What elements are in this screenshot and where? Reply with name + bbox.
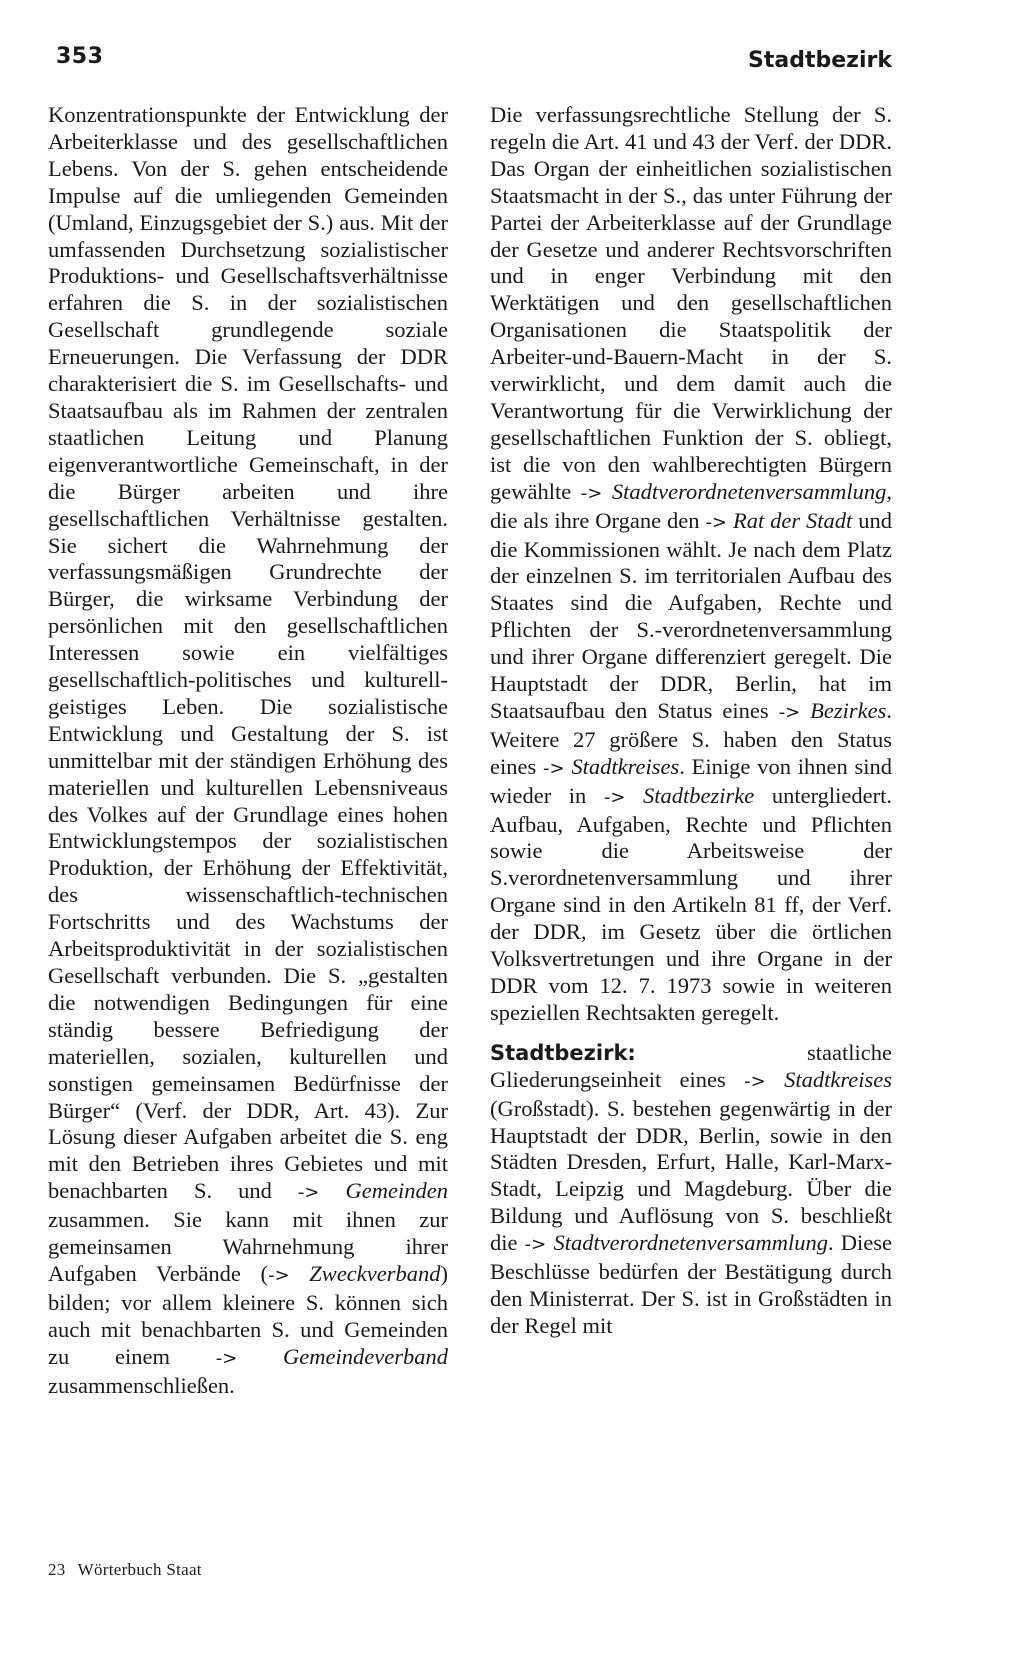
cross-reference-arrow-icon: -> bbox=[543, 757, 565, 779]
body-text: Die verfassungsrechtliche Stellung der S. regeln die Art. 41 und 43 der Verf. der DDR. Das Organ der einheitlichen sozialistischen Staatsmacht in der S., das unter Führung der Partei der Arbeiterklasse auf der Grundlage der Gesetze und anderer Rechtsvorschriften und in enger Verbindung mit den Werktätigen und den gesellschaftlichen Organisationen die Staatspolitik der Arbeiter-und-Bauern-Macht in der S. verwirklicht, und dem damit auch die Verantwortung für die Verwirklichung der gesellschaftlichen Funktion der S. obliegt, ist die von den wahlberechtigten Bürgern gewählte bbox=[490, 102, 892, 504]
cross-reference[interactable]: Stadtkreises bbox=[571, 753, 680, 779]
left-column bbox=[48, 102, 448, 1400]
cross-reference[interactable]: Rat der Stadt bbox=[732, 507, 853, 533]
cross-reference-arrow-icon: -> bbox=[580, 482, 603, 504]
page-footer bbox=[48, 1560, 202, 1580]
cross-reference[interactable]: Stadtverordnetenversammlung bbox=[611, 478, 887, 504]
body-paragraph bbox=[490, 102, 892, 1027]
cross-reference[interactable]: Gemeinden bbox=[345, 1178, 448, 1204]
cross-reference[interactable]: Bezirkes bbox=[810, 697, 887, 723]
body-paragraph bbox=[48, 102, 448, 1400]
running-head: Stadtbezirk bbox=[748, 48, 892, 73]
cross-reference-arrow-icon: -> bbox=[778, 701, 801, 723]
body-text: untergliedert. Aufbau, Aufgaben, Rechte und Pflichten sowie die Arbeitsweise der S.verordnetenversammlung und ihrer Organe sind in den Artikeln 81 ff, der Verf. der DDR, im Gesetz über die örtlichen Volksvertretungen und ihre Organe in der DDR vom 12. 7. 1973 sowie in weiteren speziellen Rechtsakten geregelt. bbox=[490, 782, 893, 1025]
page-number: 353 bbox=[56, 44, 104, 69]
body-text: , die als ihre Organe den bbox=[490, 478, 892, 533]
body-text: und die Kommissionen wählt. Je nach dem Platz der einzelnen S. im territorialen Aufbau des Staates sind die Aufgaben, Rechte und Pflichten der S.-verordnetenversammlung und ihrer Organe differenziert geregelt. Die Hauptstadt der DDR, Berlin, hat im Staatsaufbau den Status eines bbox=[490, 507, 892, 723]
body-text: (Großstadt). S. bestehen gegenwärtig in der Hauptstadt der DDR, Berlin, sowie in den Städten Dresden, Erfurt, Halle, Karl-Marx-Stadt, Leipzig und Magdeburg. Über die Bildung und Auflösung von S. beschließt die bbox=[490, 1095, 892, 1256]
body-text: Konzentrationspunkte der Entwicklung der Arbeiterklasse und des gesellschaftlichen Lebens. Von der S. gehen entscheidende Impulse auf die umliegenden Gemeinden (Umland, Einzugsgebiet der S.) aus. Mit der umfassenden Durchsetzung sozialistischer Produktions- und Gesellschaftsverhältnisse erfahren die S. in der sozialistischen Gesellschaft grundlegende soziale Erneuerungen. Die Verfassung der DDR charakterisiert die S. im Gesellschafts- und Staatsaufbau als im Rahmen der zentralen staatlichen Leitung und Planung eigenverantwortliche Gemeinschaft, in der die Bürger arbeiten und ihre gesellschaftlichen Verhältnisse gestalten. Sie sichert die Wahrnehmung der verfassungsmäßigen Grundrechte der Bürger, die wirksame Verbindung der persönlichen mit den gesellschaftlichen Interessen sowie ein vielfältiges gesellschaftlich-politisches und kulturell-geistiges Leben. Die sozialistische Entwicklung und Gestaltung der S. ist unmittelbar mit der ständigen Erhöhung des materiellen und kulturellen Lebensniveaus des Volkes auf der Grundlage eines hohen Entwicklungstempos der sozialistischen Produktion, der Erhöhung der Effektivität, des wissenschaftlich-technischen Fortschritts und des Wachstums der Arbeitsproduktivität in der sozialistischen Gesellschaft verbunden. Die S. „gestalten die notwendigen Bedingungen für eine ständig bessere Befriedigung der materiellen, sozialen, kulturellen und sonstigen gemeinsamen Bedürfnisse der Bürger“ (Verf. der DDR, Art. 43). Zur Lösung dieser Aufgaben arbeitet die S. eng mit den Betrieben ihres Gebietes und mit benachbarten S. und bbox=[48, 102, 448, 1204]
body-text: . Diese Beschlüsse bedürfen der Bestätigung durch den Ministerrat. Der S. ist in Großstädten in der Regel mit bbox=[490, 1230, 893, 1338]
cross-reference-arrow-icon: -> bbox=[297, 1182, 320, 1204]
cross-reference-arrow-icon: -> bbox=[215, 1347, 238, 1369]
cross-reference[interactable]: Gemeindeverband bbox=[283, 1343, 448, 1369]
body-text: zusammenschließen. bbox=[48, 1372, 235, 1398]
book-title: Wörterbuch Staat bbox=[77, 1560, 202, 1579]
cross-reference[interactable]: Stadtbezirke bbox=[643, 782, 755, 808]
sheet-number: 23 bbox=[48, 1560, 66, 1579]
body-text: ) bilden; vor allem kleinere S. können sich auch mit benachbarten S. und Gemeinden zu einem bbox=[48, 1260, 449, 1369]
cross-reference-arrow-icon: -> bbox=[603, 786, 626, 808]
cross-reference-arrow-icon: -> bbox=[524, 1234, 547, 1256]
cross-reference-arrow-icon: -> bbox=[705, 511, 728, 533]
cross-reference-arrow-icon: -> bbox=[268, 1264, 290, 1286]
body-text: zusammen. Sie kann mit ihnen zur gemeinsamen Wahrnehmung ihrer Aufgaben Verbände ( bbox=[48, 1207, 448, 1286]
cross-reference-arrow-icon: -> bbox=[744, 1070, 766, 1092]
right-column bbox=[490, 102, 892, 1340]
entry-paragraph bbox=[490, 1040, 892, 1340]
body-text: . Einige von ihnen sind wieder in bbox=[490, 753, 892, 808]
body-text: . Weitere 27 größere S. haben den Status eines bbox=[490, 697, 893, 779]
cross-reference[interactable]: Stadtverordnetenversammlung bbox=[553, 1230, 828, 1256]
cross-reference[interactable]: Zweckverband bbox=[309, 1260, 441, 1286]
body-text: staatliche Gliederungseinheit eines bbox=[490, 1039, 892, 1092]
cross-reference[interactable]: Stadtkreises bbox=[784, 1066, 892, 1092]
entry-headword: Stadtbezirk: bbox=[490, 1040, 636, 1065]
